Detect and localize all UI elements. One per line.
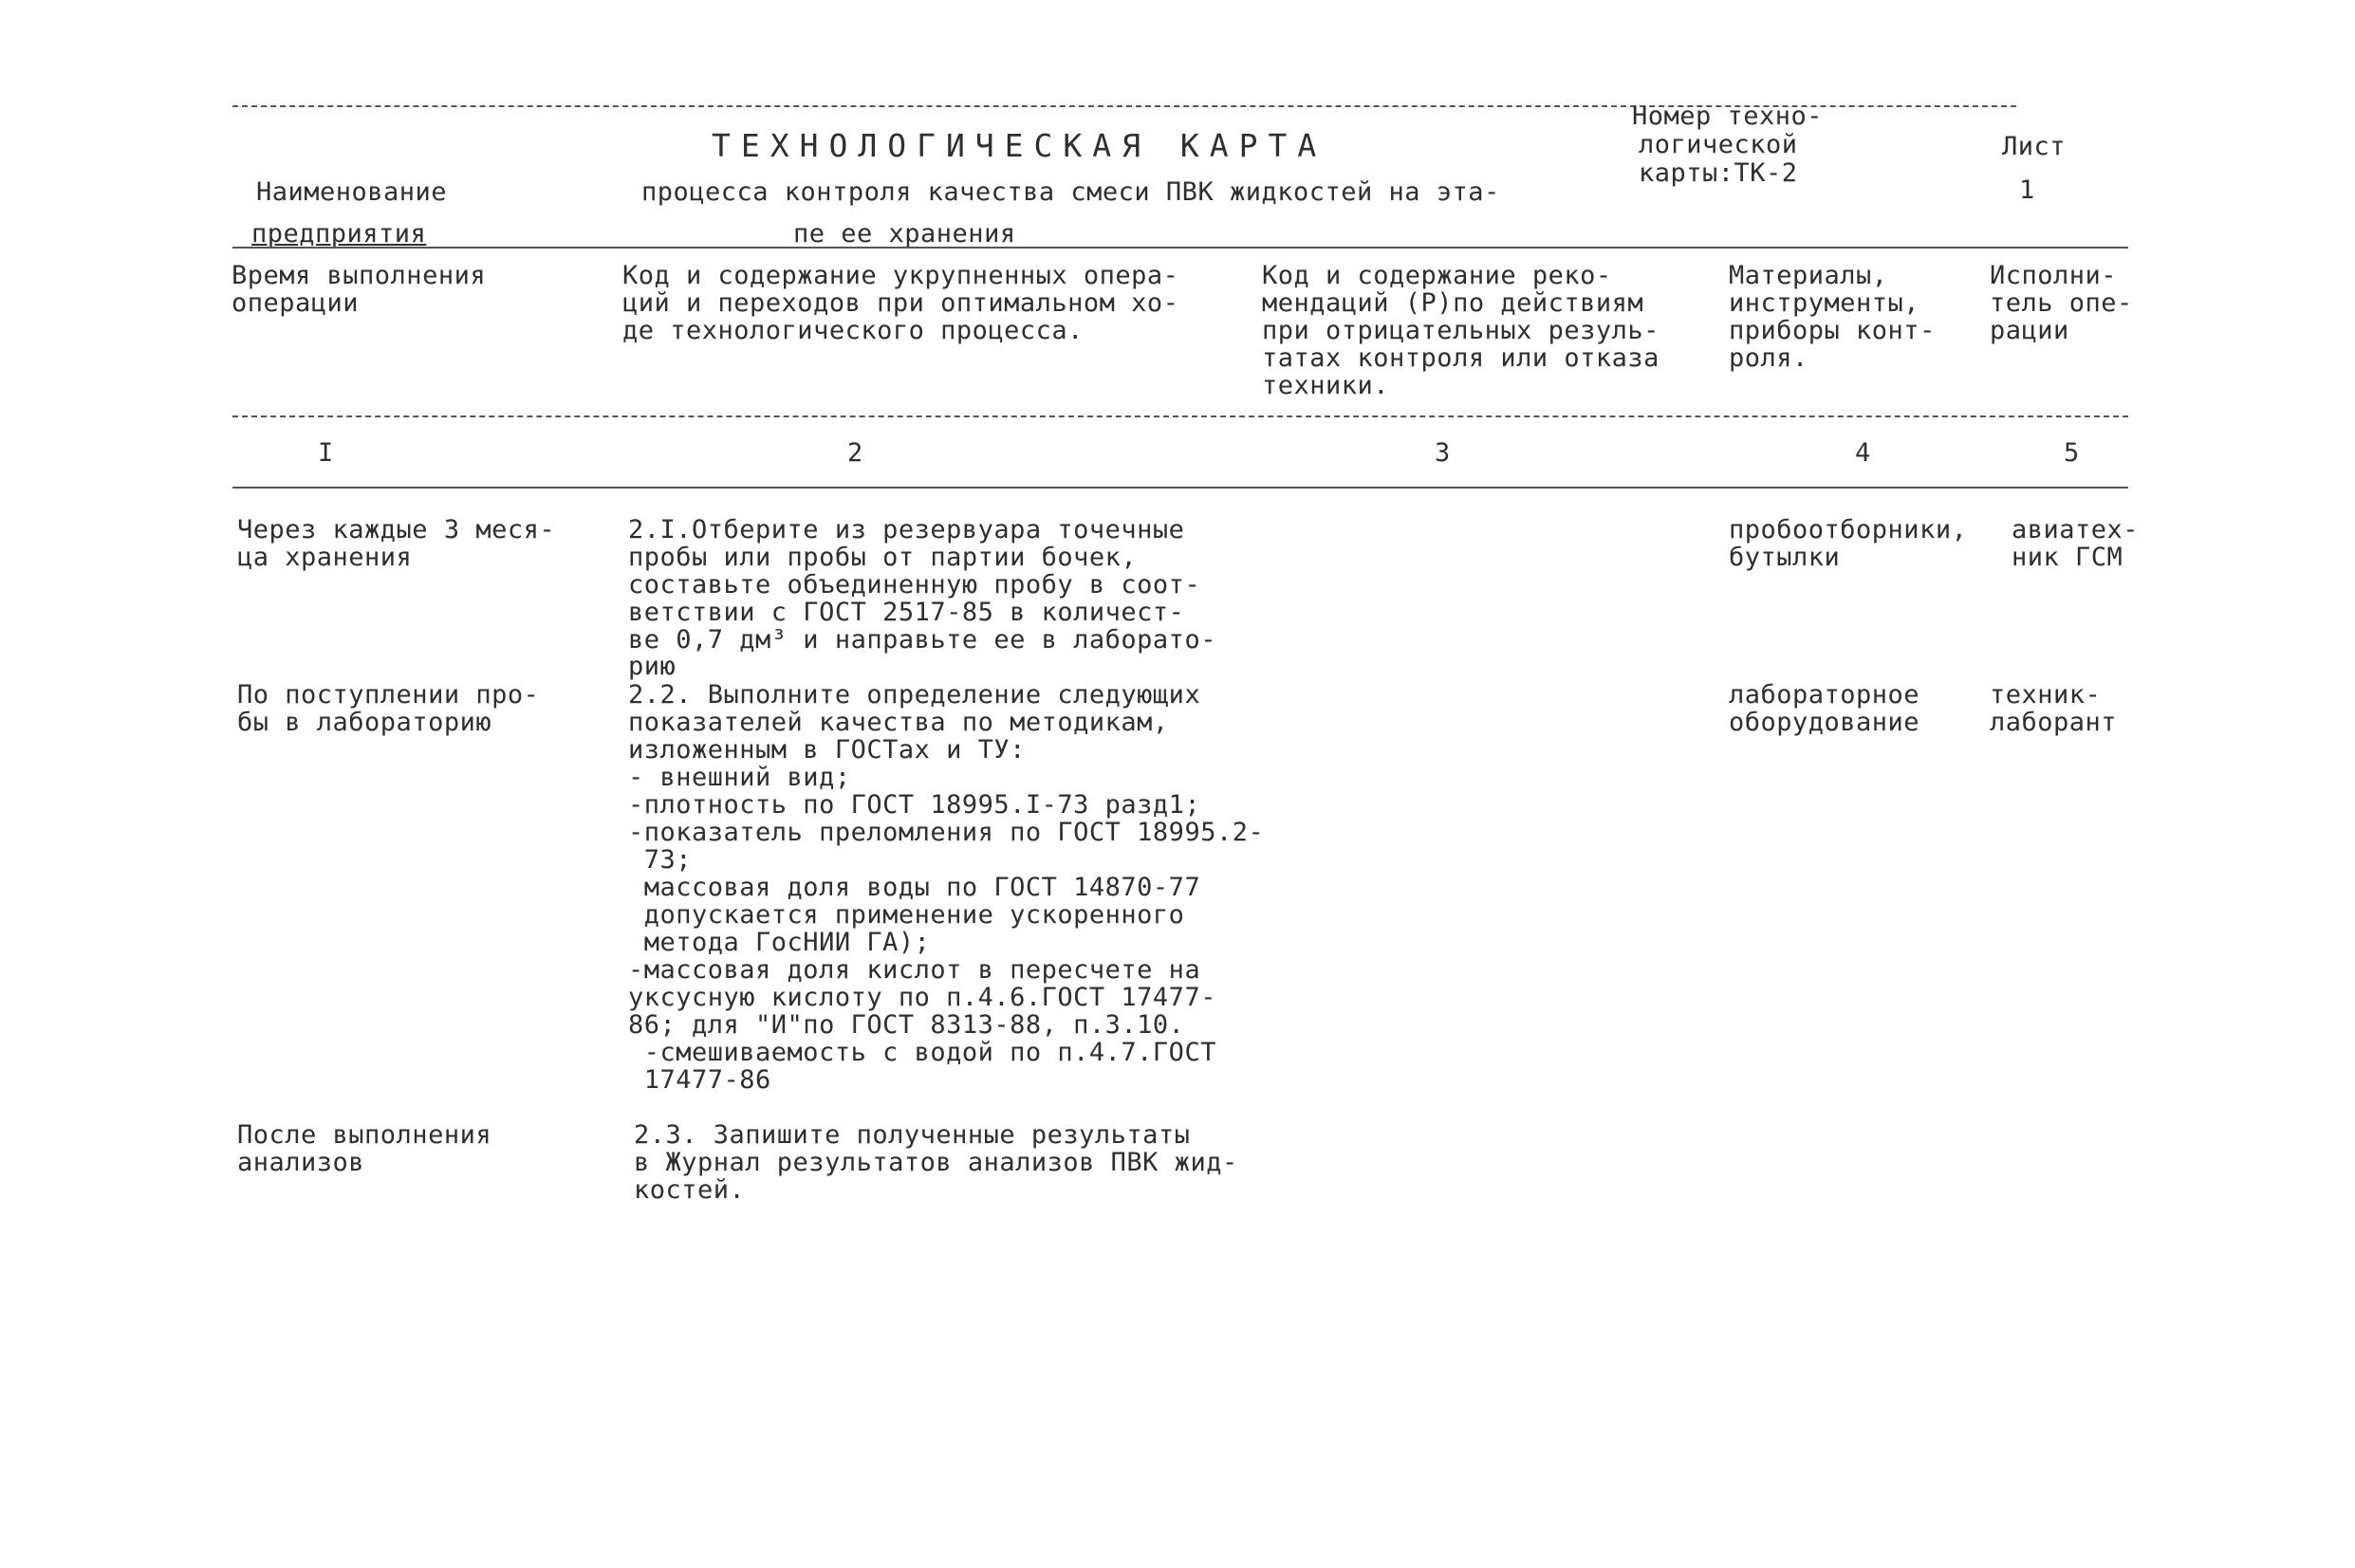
row-operation-line: 2.2. Выполните определение следующих [628,680,1201,710]
column-number: 3 [1435,438,1451,468]
row-operation-line: ветствии с ГОСТ 2517-85 в количест- [628,598,1185,627]
column-header-line: Исполни- [1990,261,2118,290]
card-number-line: карты:ТК-2 [1639,158,1798,188]
enterprise-label-line2: предприятия [251,219,427,249]
column-header-line: де технологического процесса. [622,316,1084,345]
column-number-rule [232,487,2128,489]
row-time-line: бы в лабораторию [237,708,492,737]
row-time-line: Через каждые 3 меся- [237,515,556,544]
row-operation-line: -плотность по ГОСТ 18995.I-73 разд1; [628,790,1201,820]
column-header-line: Материалы, [1729,261,1888,290]
column-number: 5 [2064,438,2080,468]
row-operation-line: 73; [628,845,693,875]
row-operation-line: уксусную кислоту по п.4.6.ГОСТ 17477- [628,983,1216,1012]
row-materials-line: бутылки [1729,543,1841,572]
row-operation-line: массовая доля воды по ГОСТ 14870-77 [628,873,1201,902]
column-header-rule [232,415,2128,417]
column-header-line: Код и содержание реко- [1262,261,1612,290]
row-executor-line: техник- [1990,680,2102,710]
column-number: 4 [1855,438,1871,468]
row-executor-line: лаборант [1990,708,2118,737]
document-subtitle: процесса контроля качества смеси ПВК жидкостей на эта- [641,177,1500,207]
row-executor-line: авиатех- [2012,515,2140,544]
column-number: I [318,438,334,468]
column-header-line: татах контроля или отказа [1262,343,1660,373]
column-header-line: при отрицательных резуль- [1262,316,1660,345]
column-header-line: операции [232,288,360,318]
column-header-line: Код и содержание укрупненных опера- [622,261,1179,290]
column-header-line: роля. [1729,343,1808,373]
row-operation-line: -показатель преломления по ГОСТ 18995.2- [628,818,1265,847]
row-operation-line: -массовая доля кислот в пересчете на [628,955,1201,985]
row-operation-line: ве 0,7 дм³ и направьте ее в лаборато- [628,625,1216,655]
enterprise-label: Наименование [256,177,448,207]
row-operation-line: - внешний вид; [628,763,851,792]
column-header-line: мендаций (Р)по действиям [1262,288,1644,318]
column-header-line: приборы конт- [1729,316,1936,345]
row-materials-line: оборудование [1729,708,1920,737]
column-header-line: техники. [1262,371,1390,400]
column-header-line: Время выполнения [232,261,487,290]
row-operation-line: допускается применение ускоренного [628,900,1185,930]
column-header-line: инструменты, [1729,288,1920,318]
row-operation-line: изложенным в ГОСТах и ТУ: [628,735,1026,765]
row-materials-line: лабораторное [1729,680,1920,710]
row-time-line: ца хранения [237,543,413,572]
row-operation-line: 86; для "И"по ГОСТ 8313-88, п.3.10. [628,1010,1185,1040]
column-header-line: тель опе- [1990,288,2133,318]
row-time-line: По поступлении про- [237,680,540,710]
row-operation-line: в Журнал результатов анализов ПВК жид- [634,1148,1238,1177]
card-number-line: Номер техно- [1632,101,1824,131]
row-time-line: После выполнения [237,1120,492,1150]
sheet-number: 1 [2019,175,2035,205]
row-operation-line: рию [628,652,677,681]
card-number-line: логической [1639,130,1798,159]
row-time-line: анализов [237,1148,365,1177]
row-executor-line: ник ГСМ [2012,543,2123,572]
row-materials-line: пробоотборники, [1729,515,1968,544]
row-operation-line: пробы или пробы от партии бочек, [628,543,1138,572]
column-header-line: ций и переходов при оптимальном хо- [622,288,1179,318]
sheet-label: Лист [2002,132,2067,161]
document-title: ТЕХНОЛОГИЧЕСКАЯ КАРТА [712,127,1327,164]
column-number: 2 [847,438,863,468]
row-operation-line: 2.3. Запишите полученные результаты [634,1120,1191,1150]
row-operation-line: 17477-86 [628,1065,771,1095]
column-header-line: рации [1990,316,2069,345]
document-subtitle-line2: пе ее хранения [793,219,1016,249]
row-operation-line: показателей качества по методикам, [628,708,1169,737]
row-operation-line: костей. [634,1175,746,1205]
row-operation-line: метода ГосНИИ ГА); [628,928,931,957]
row-operation-line: -смешиваемость с водой по п.4.7.ГОСТ [628,1038,1216,1067]
row-operation-line: составьте объединенную пробу в соот- [628,570,1201,600]
row-operation-line: 2.I.Отберите из резервуара точечные [628,515,1185,544]
header-rule [232,247,2128,249]
